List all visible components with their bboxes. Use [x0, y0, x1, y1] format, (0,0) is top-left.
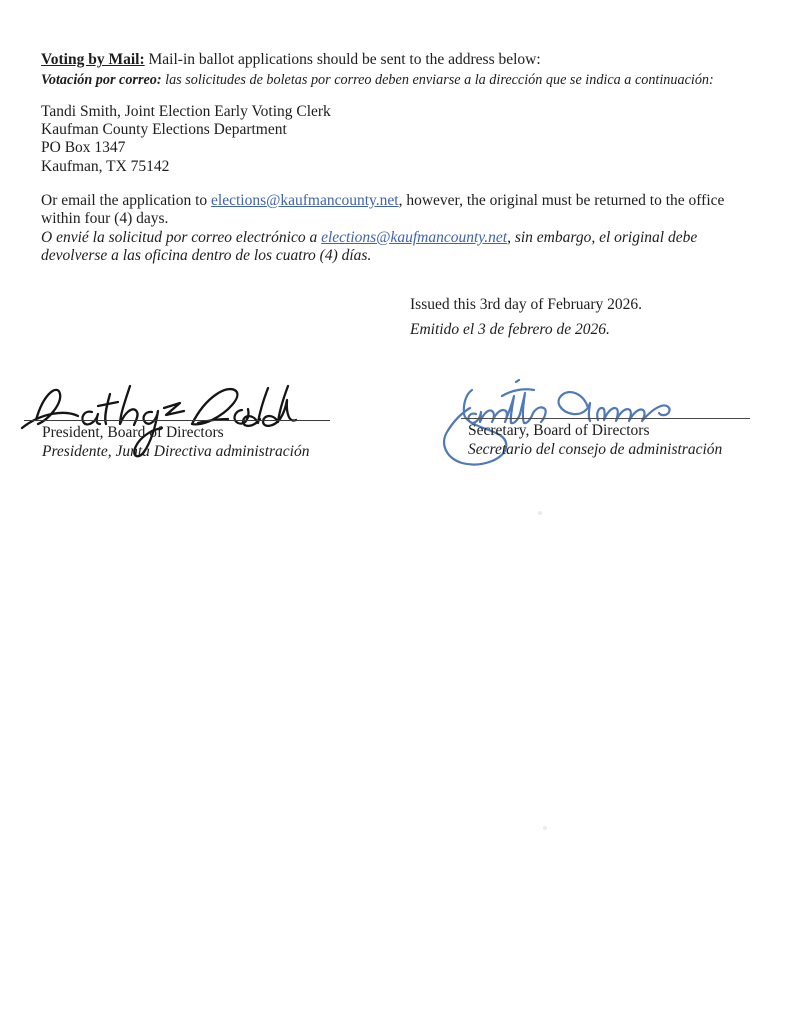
- president-title-en: President, Board of Directors: [42, 424, 224, 441]
- email-instructions-en-line1: [41, 192, 781, 210]
- president-signature-line: [24, 420, 330, 421]
- scan-artifact-speck: [543, 826, 547, 830]
- secretary-signature-line: [461, 418, 750, 419]
- email-es-post: , sin embargo, el original debe: [507, 228, 698, 246]
- scan-artifact-speck: [538, 511, 542, 515]
- votacion-por-correo-line: [41, 72, 776, 89]
- email-link-es[interactable]: elections@kaufmancounty.net: [321, 228, 508, 246]
- issued-date-es: Emitido el 3 de febrero de 2026.: [410, 321, 610, 338]
- president-titles: [42, 423, 309, 461]
- secretary-title-es: Secretario del consejo de administración: [468, 441, 723, 458]
- intro-section: [41, 50, 776, 89]
- email-en-pre: Or email the application to: [41, 192, 212, 209]
- issued-date-en: Issued this 3rd day of February 2026.: [410, 296, 643, 313]
- voting-by-mail-text: Mail-in ballot applications should be sent to the address below:: [144, 51, 541, 68]
- address-department: Kaufman County Elections Department: [41, 121, 287, 139]
- voting-by-mail-line: [41, 50, 776, 70]
- president-title-es: Presidente, Junta Directiva administración: [42, 443, 310, 460]
- email-en-post: , however, the original must be returned to the office: [398, 192, 725, 209]
- address-city-state-zip: Kaufman, TX 75142: [41, 157, 170, 175]
- email-instructions-en-line2: within four (4) days.: [41, 210, 169, 228]
- mailing-address: [41, 103, 331, 176]
- address-clerk-name: Tandi Smith, Joint Election Early Voting Clerk: [41, 103, 331, 120]
- secretary-title-en: Secretary, Board of Directors: [468, 422, 650, 439]
- secretary-titles: [468, 421, 722, 459]
- voting-by-mail-label: Voting by Mail:: [41, 51, 145, 68]
- email-instructions-es-line1: [41, 229, 781, 247]
- email-link-en[interactable]: elections@kaufmancounty.net: [211, 192, 399, 209]
- votacion-text: las solicitudes de boletas por correo deben enviarse a la dirección que se indica a continuación:: [161, 72, 714, 88]
- address-po-box: PO Box 1347: [41, 139, 126, 157]
- issued-date-section: [410, 296, 642, 339]
- votacion-label: Votación por correo:: [41, 72, 162, 88]
- email-es-pre: O envié la solicitud por correo electrónico a: [41, 228, 322, 246]
- email-instructions-es-line2: devolverse a las oficina dentro de los cuatro (4) días.: [41, 247, 372, 265]
- email-instructions: [41, 192, 781, 266]
